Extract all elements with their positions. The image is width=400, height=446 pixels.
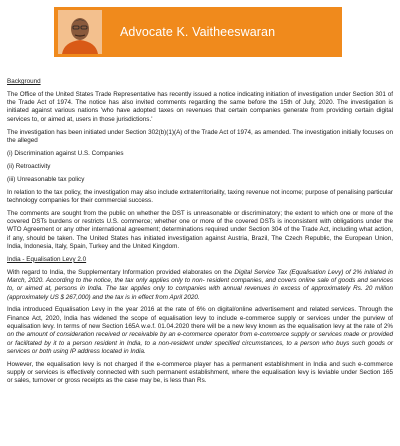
- list-item-2: (ii) Retroactivity: [7, 162, 51, 170]
- paragraph-6: [7, 306, 393, 356]
- paragraph-5: [7, 269, 393, 302]
- page-title: Advocate K. Vaitheeswaran: [120, 25, 276, 39]
- paragraph-1: The Office of the United States Trade Representative has recently issued a notice indicating initiation of investigation under Section 301 of the Trade Act of 1974. The notice has also invited comments regarding the same before the 15th of July, 2020. The investigation is initiated against various nations 'who have adopted taxes on revenues that certain companies generate from providing certain digital services to, or aimed at, users in those jurisdictions.': [7, 90, 393, 123]
- list-item-1: (i) Discrimination against U.S. Companies: [7, 149, 124, 157]
- section-heading-india: India - Equalisation Levy 2.0: [7, 255, 87, 263]
- paragraph-4: The comments are sought from the public on whether the DST is unreasonable or discriminatory; the extent to which one or more of the covered DSTs burdens or restricts U.S. commerce; whether one or more of the covered DSTs is inconsistent with obligations under the WTO Agreement or any other international agreement; determinations required under Section 304 of the Trade Act, including what action, if any, should be taken. The United States has initiated investigation against Austria, Brazil, The Czech Republic, the European Union, India, Indonesia, Italy, Spain, Turkey and the United Kingdom.: [7, 209, 393, 250]
- header-banner: [54, 7, 342, 57]
- paragraph-5-lead: With regard to India, the Supplementary Information provided elaborates on the: [7, 268, 235, 276]
- paragraph-3: In relation to the tax policy, the investigation may also include extraterritoriality, taxing revenue not income; purpose of penalising particular technology companies for their commercial success.: [7, 188, 393, 204]
- paragraph-7: However, the equalisation levy is not charged if the e-commerce player has a permanent establishment in India and such e-commerce supply or services is effectively connected with such permanent establishment, where the equalisation levy is leviable under Section 165 or sales, turnover or gross receipts as the case may be, is less than Rs.: [7, 360, 393, 385]
- list-item-3: (iii) Unreasonable tax policy: [7, 175, 85, 183]
- author-photo: [58, 10, 102, 54]
- paragraph-5-italic: Digital Service Tax (Equalisation Levy) of 2% initiated in March, 2020. According to the notice, the tax only applies only to non- resident companies, and covers online sale of goods and services to, or aimed at, persons in India. The tax applies only to companies with annual revenues in excess of approximately Rs. 20 million (approximately US $ 267,000) and the tax is in effect from April 2020.: [7, 268, 393, 301]
- article-body: [7, 78, 393, 390]
- section-heading-background: Background: [7, 78, 41, 85]
- paragraph-6-italic: on the amount of consideration received or receivable by an e-commerce operator from e-commerce supply or services made or provided or facilitated by it to a person resident in India, to a non-resident under specified circumstances, to a person who buys such goods or services or both using IP address located in India.: [7, 331, 393, 355]
- paragraph-2: The investigation has been initiated under Section 302(b)(1)(A) of the Trade Act of 1974, as amended. The investigation initially focuses on the alleged: [7, 128, 393, 144]
- paragraph-6-lead: India introduced Equalisation Levy in the year 2016 at the rate of 6% on digital/online advertisement and related services. Through the Finance Act, 2020, India has widened the scope of equalisation levy to include e-commerce supply or services under the purview of equalisation levy. In terms of new Section 165A w.e.f. 01.04.2020 there will be a new levy known as the equalisation levy at the rate of 2%: [7, 306, 393, 331]
- author-portrait-icon: [58, 10, 102, 54]
